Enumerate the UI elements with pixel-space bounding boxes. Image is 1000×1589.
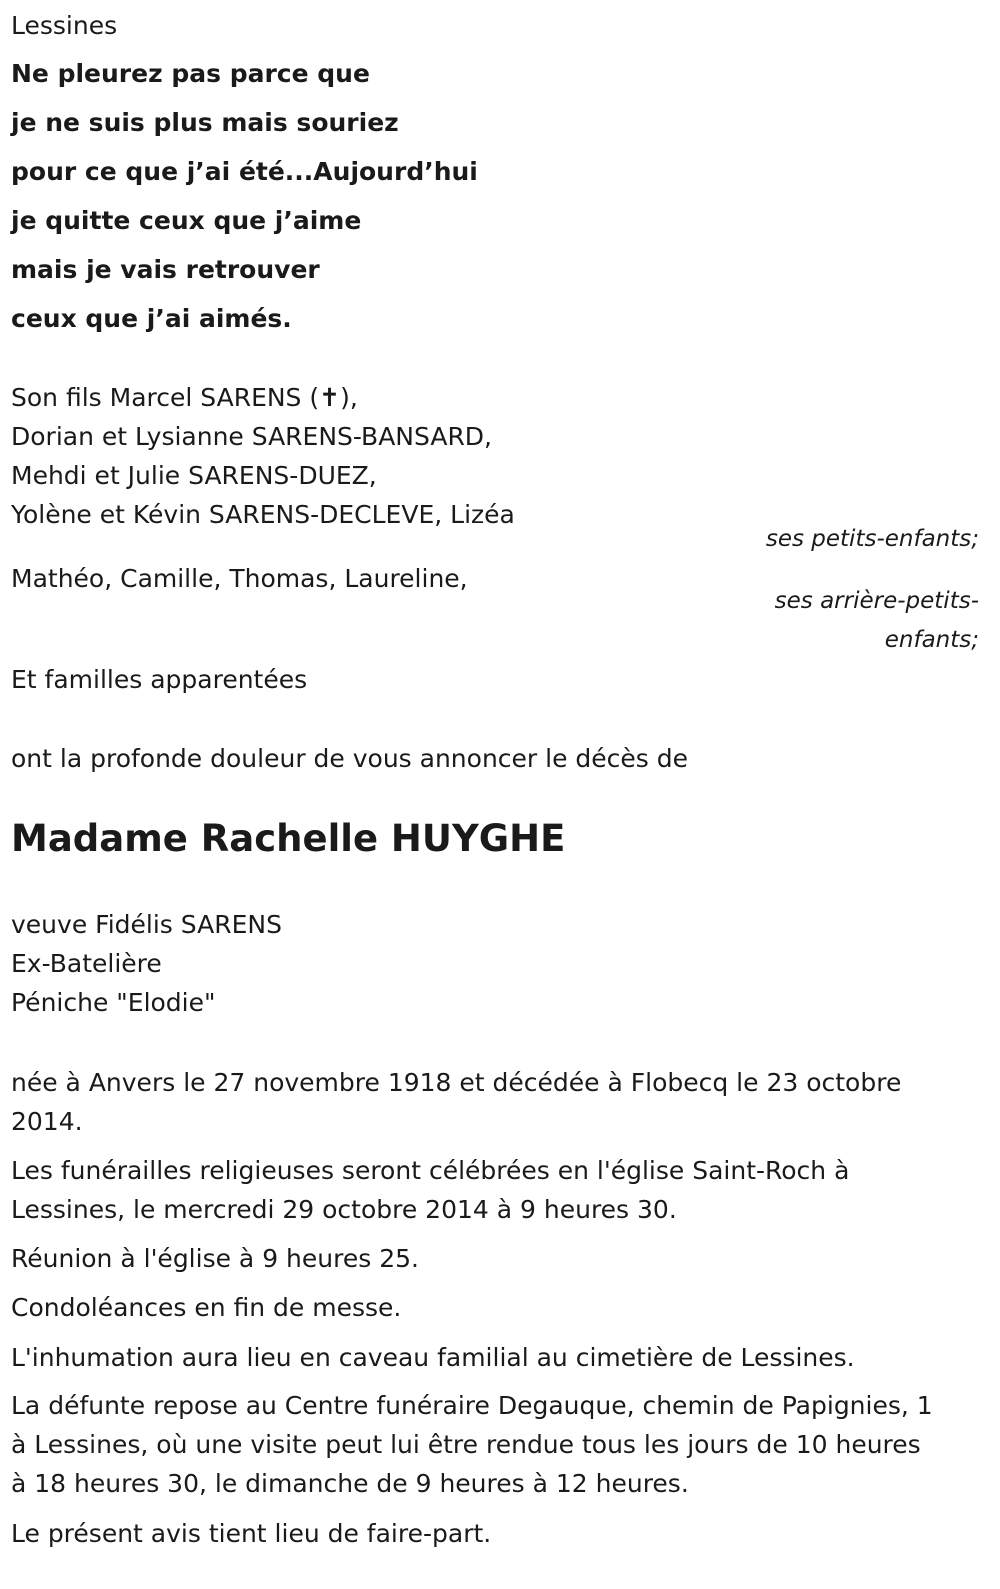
deceased-details	[11, 905, 979, 1022]
poem-line: je ne suis plus mais souriez	[11, 108, 399, 137]
notice-paragraph: Le présent avis tient lieu de faire-part.	[11, 1519, 492, 1548]
rest-line: La défunte repose au Centre funéraire Degauque, chemin de Papignies, 1	[11, 1391, 933, 1420]
detail-line: Ex-Batelière	[11, 949, 162, 978]
deceased-name: Madame Rachelle HUYGHE	[11, 817, 566, 860]
poem-line: Ne pleurez pas parce que	[11, 59, 370, 88]
great-grandchildren-label-2: enfants;	[884, 627, 979, 653]
family-great-grandchildren: Mathéo, Camille, Thomas, Laureline,	[11, 564, 468, 593]
birth-death-line: née à Anvers le 27 novembre 1918 et décédée à Flobecq le 23 octobre	[11, 1068, 902, 1097]
detail-line: Péniche "Elodie"	[11, 988, 216, 1017]
poem-line: mais je vais retrouver	[11, 255, 320, 284]
poem	[11, 51, 478, 345]
detail-line: veuve Fidélis SARENS	[11, 910, 282, 939]
town-heading: Lessines	[11, 11, 118, 40]
rest-paragraph	[11, 1386, 979, 1503]
birth-death-line: 2014.	[11, 1107, 83, 1136]
family-list	[11, 378, 979, 534]
rest-line: à Lessines, où une visite peut lui être rendue tous les jours de 10 heures	[11, 1430, 921, 1459]
funeral-paragraph	[11, 1151, 979, 1229]
funeral-line: Lessines, le mercredi 29 octobre 2014 à 9 heures 30.	[11, 1195, 677, 1224]
poem-line: je quitte ceux que j’aime	[11, 206, 362, 235]
poem-line: ceux que j’ai aimés.	[11, 304, 292, 333]
great-grandchildren-label-1: ses arrière-petits-	[774, 588, 979, 614]
condolences-paragraph: Condoléances en fin de messe.	[11, 1293, 402, 1322]
funeral-line: Les funérailles religieuses seront célébrées en l'église Saint-Roch à	[11, 1156, 850, 1185]
family-grandchild: Dorian et Lysianne SARENS-BANSARD,	[11, 422, 493, 451]
family-relatives: Et familles apparentées	[11, 665, 308, 694]
birth-death-paragraph	[11, 1063, 979, 1141]
rest-line: à 18 heures 30, le dimanche de 9 heures à 12 heures.	[11, 1469, 689, 1498]
grandchildren-label: ses petits-enfants;	[765, 526, 979, 552]
poem-line: pour ce que j’ai été...Aujourd’hui	[11, 157, 478, 186]
family-grandchild: Yolène et Kévin SARENS-DECLEVE, Lizéa	[11, 500, 515, 529]
meeting-paragraph: Réunion à l'église à 9 heures 25.	[11, 1244, 419, 1273]
announcement-text: ont la profonde douleur de vous annoncer le décès de	[11, 744, 689, 773]
burial-paragraph: L'inhumation aura lieu en caveau familial au cimetière de Lessines.	[11, 1343, 855, 1372]
family-son: Son fils Marcel SARENS (✝),	[11, 383, 358, 412]
family-grandchild: Mehdi et Julie SARENS-DUEZ,	[11, 461, 377, 490]
